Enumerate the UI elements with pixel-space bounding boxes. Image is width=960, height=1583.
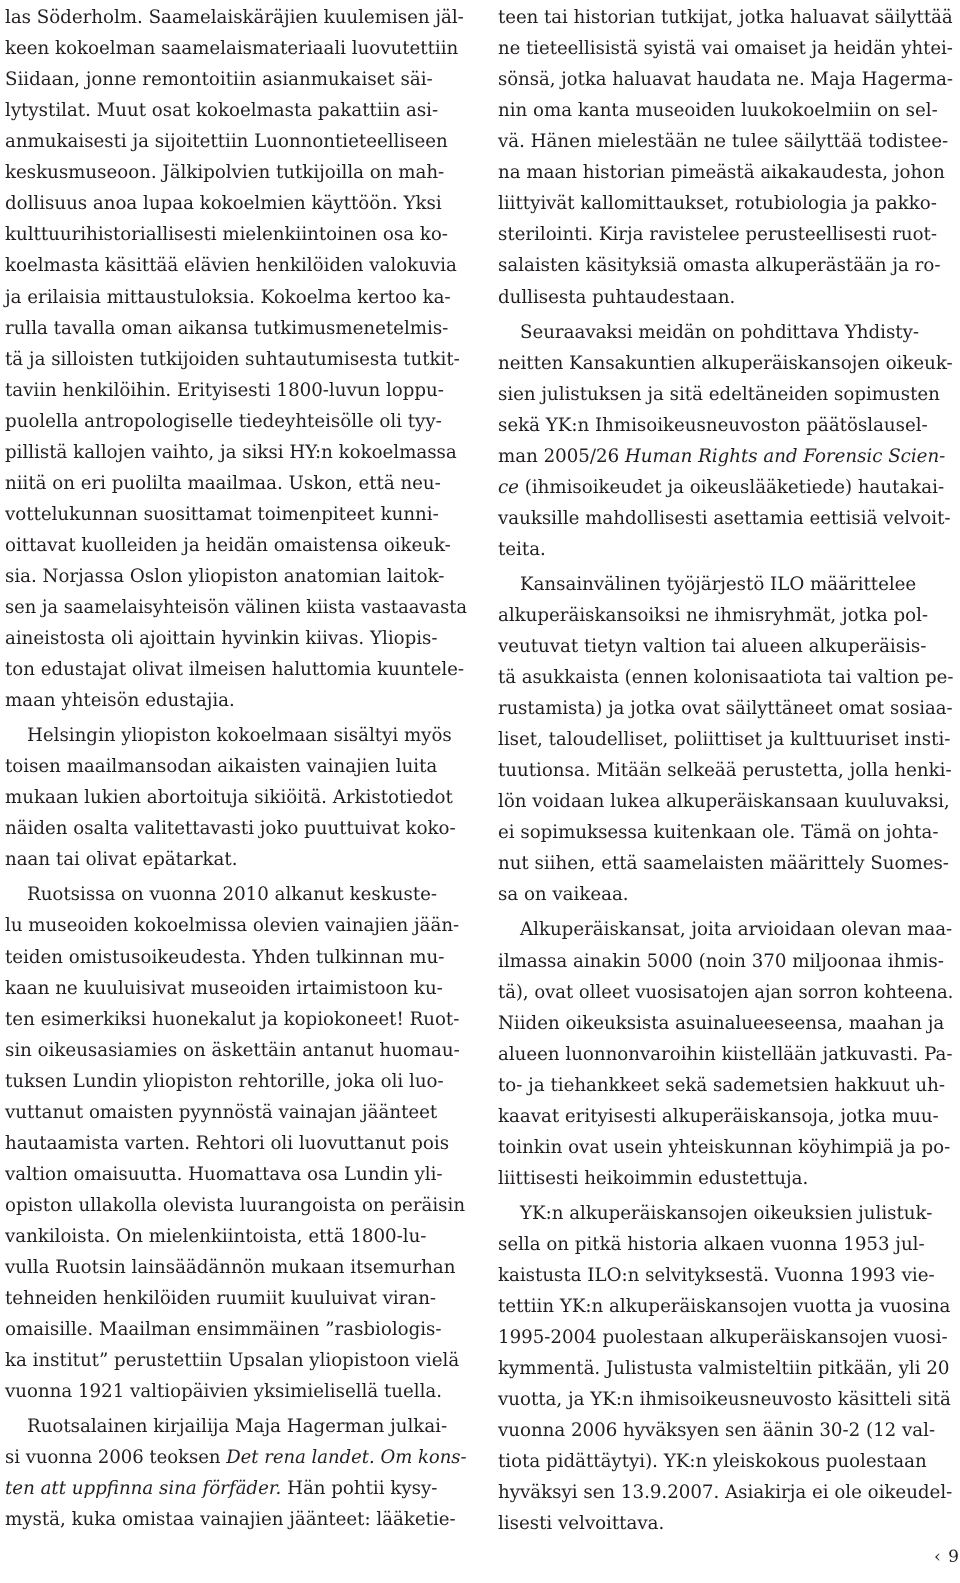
text-line bbox=[498, 1353, 949, 1385]
line-text: tehneiden henkilöiden ruumiit kuuluivat viran- bbox=[5, 1288, 437, 1309]
text-line bbox=[5, 126, 448, 158]
text-line bbox=[498, 1508, 664, 1540]
text-line bbox=[5, 623, 438, 655]
line-text: ka institut” perustettiin Upsalan yliopistoon vielä bbox=[5, 1350, 460, 1372]
line-text: toinkin ovat usein yhteiskunnan köyhimpiä ja po- bbox=[498, 1136, 951, 1158]
line-text: na maan historian pimeästä aikakaudesta, johon bbox=[498, 162, 945, 184]
text-line bbox=[498, 1163, 808, 1195]
line-text: niitä on eri puolilta maailmaa. Uskon, että neu- bbox=[5, 472, 441, 494]
text-line bbox=[5, 64, 433, 96]
line-text: nin oma kanta museoiden luukokoelmiin on sel- bbox=[498, 100, 938, 122]
line-text: sterilointi. Kirja ravistelee perusteellisesti ruot- bbox=[498, 224, 938, 246]
text-line bbox=[5, 95, 438, 127]
text-line bbox=[5, 813, 456, 845]
text-line bbox=[5, 1376, 442, 1408]
text-line bbox=[498, 250, 940, 282]
line-text: keen kokoelman saamelaismateriaali luovutettiin bbox=[5, 38, 459, 59]
line-text: liittisesti heikoimmin edustettuja. bbox=[498, 1167, 809, 1189]
text-line bbox=[498, 379, 940, 411]
line-italic-text: ten att uppfinna sina förfäder. bbox=[5, 1478, 282, 1500]
text-line bbox=[498, 1477, 952, 1509]
line-text: teita. bbox=[498, 538, 546, 560]
line-text: sella on pitkä historia alkaen vuonna 1953 jul- bbox=[498, 1233, 925, 1255]
text-line bbox=[5, 782, 453, 814]
text-line bbox=[5, 720, 452, 752]
line-text: rulla tavalla oman aikansa tutkimusmenetelmis- bbox=[5, 317, 449, 339]
text-line bbox=[498, 724, 950, 756]
text-line bbox=[498, 1322, 948, 1354]
line-text: Siidaan, jonne remontoitiin asianmukaiset säi- bbox=[5, 69, 433, 91]
text-line bbox=[498, 1132, 950, 1164]
line-text: liset, taloudelliset, poliittiset ja kulttuuriset insti- bbox=[498, 729, 951, 751]
text-line bbox=[498, 1039, 953, 1071]
text-line bbox=[5, 33, 458, 65]
line-text: Helsingin yliopiston kokoelmaan sisältyi myös bbox=[27, 725, 452, 747]
text-line bbox=[498, 1291, 950, 1323]
line-text: to- ja tiehankkeet sekä sademetsien hakkuut uh- bbox=[498, 1074, 946, 1096]
text-line bbox=[5, 1004, 459, 1036]
line-text: aineistosta oli ajoittain hyvinkin kiivas. Yliopis- bbox=[5, 628, 438, 649]
line-text: veutuvat tietyn valtion tai alueen alkuperäisis- bbox=[498, 636, 927, 657]
text-line bbox=[5, 1283, 436, 1315]
text-line bbox=[5, 313, 448, 345]
line-italic-text: Human Rights and Forensic Scien- bbox=[624, 445, 946, 467]
line-text: dollisuus anoa lupaa kokoelmien käyttöön. Yksi bbox=[5, 193, 442, 215]
text-line bbox=[498, 219, 937, 251]
text-line bbox=[498, 786, 950, 818]
text-line bbox=[498, 410, 928, 442]
text-line bbox=[498, 282, 735, 314]
line-text: sia. Norjassa Oslon yliopiston anatomian laitok- bbox=[5, 565, 445, 587]
text-line bbox=[498, 1229, 925, 1261]
line-text: vuotta, ja YK:n ihmisoikeusneuvosto käsitteli sitä bbox=[498, 1389, 951, 1411]
line-text: oittavat kuolleiden ja heidän omaistensa oikeuk- bbox=[5, 534, 451, 556]
line-text: näiden osalta valitettavasti joko puuttuivat koko- bbox=[5, 818, 456, 840]
text-line bbox=[5, 1345, 459, 1377]
text-line bbox=[498, 503, 951, 535]
text-line bbox=[5, 499, 439, 531]
line-text: sönsä, jotka haluavat haudata ne. Maja Hagerma- bbox=[498, 69, 953, 91]
line-text: lytystilat. Muut osat kokoelmasta pakattiin asi- bbox=[5, 100, 439, 122]
text-line bbox=[498, 600, 928, 632]
text-line bbox=[498, 1198, 932, 1230]
text-line bbox=[498, 1415, 935, 1447]
line-text: Hän pohtii kysy- bbox=[281, 1478, 438, 1500]
text-line bbox=[498, 1101, 939, 1133]
text-line bbox=[5, 250, 457, 282]
line-text: alueen luonnonvaroihin kiistellään jatkuvasti. Pa- bbox=[498, 1043, 953, 1065]
line-text: toisen maailmansodan aikaisten vainajien luita bbox=[5, 756, 438, 778]
line-text: rustamista) ja jotka ovat säilyttäneet omat sosiaa- bbox=[498, 698, 953, 720]
line-text: Kansainvälinen työjärjestö ILO määrittelee bbox=[520, 573, 917, 595]
text-line bbox=[498, 95, 938, 127]
line-text: kymmentä. Julistusta valmisteltiin pitkään, yli 20 bbox=[498, 1358, 950, 1380]
text-line bbox=[5, 1221, 426, 1253]
text-line bbox=[5, 157, 444, 189]
text-line bbox=[5, 561, 444, 593]
line-text: tuutionsa. Mitään selkeää perustetta, jolla henki- bbox=[498, 760, 952, 782]
text-line bbox=[498, 946, 944, 978]
line-text: tä asukkaista (ennen kolonisaatiota tai valtion pe- bbox=[498, 667, 954, 688]
text-line bbox=[498, 631, 926, 663]
text-line bbox=[5, 530, 451, 562]
line-text: las Söderholm. Saamelaiskäräjien kuulemisen jäl- bbox=[5, 7, 464, 28]
text-line bbox=[5, 219, 448, 251]
line-text: vankiloista. On mielenkiintoista, että 1800-lu- bbox=[5, 1225, 427, 1247]
line-text: mystä, kuka omistaa vainajien jäänteet: lääketie- bbox=[5, 1509, 456, 1531]
line-text: alkuperäiskansoiksi ne ihmisryhmät, jotka pol- bbox=[498, 605, 929, 626]
text-line bbox=[498, 848, 949, 880]
line-text: puolella antropologiselle tiedeyhteisölle oli tyy- bbox=[5, 410, 442, 432]
text-line bbox=[5, 879, 437, 911]
line-text: hyväksyi sen 13.9.2007. Asiakirja ei ole oikeudel- bbox=[498, 1482, 953, 1504]
text-line bbox=[498, 1446, 927, 1478]
line-text: vä. Hänen mielestään ne tulee säilyttää todistee- bbox=[498, 131, 949, 153]
line-text: ilmassa ainakin 5000 (noin 370 miljoonaa ihmis- bbox=[498, 950, 944, 972]
text-line bbox=[5, 1442, 472, 1474]
line-text: mukaan lukien abortoituja sikiöitä. Arkistotiedot bbox=[5, 787, 453, 809]
text-line bbox=[498, 64, 957, 96]
text-line bbox=[5, 1504, 456, 1536]
text-line bbox=[498, 662, 957, 694]
text-line bbox=[498, 534, 546, 566]
text-line bbox=[5, 844, 238, 876]
line-italic-text: ce bbox=[498, 476, 519, 498]
text-line bbox=[498, 817, 938, 849]
line-text: naan tai olivat epätarkat. bbox=[5, 849, 238, 871]
text-line bbox=[498, 317, 919, 349]
line-text: taviin henkilöihin. Erityisesti 1800-luvun loppu- bbox=[5, 379, 444, 401]
line-text: omaisille. Maailman ensimmäinen ”rasbiologis- bbox=[5, 1319, 442, 1341]
text-line bbox=[498, 2, 956, 34]
text-line bbox=[5, 1097, 437, 1129]
line-text: teen tai historian tutkijat, jotka haluavat säilyttää bbox=[498, 7, 953, 28]
text-line bbox=[5, 437, 457, 469]
text-line bbox=[5, 1473, 437, 1505]
line-text: Alkuperäiskansat, joita arvioidaan olevan maa- bbox=[520, 919, 953, 941]
line-text: valtion omaisuutta. Huomattava osa Lundin yli- bbox=[5, 1163, 443, 1185]
line-text: opiston ullakolla olevista luurangoista on peräisin bbox=[5, 1194, 466, 1216]
line-text: vuonna 2006 hyväksyen sen äänin 30-2 (12 val- bbox=[498, 1420, 936, 1442]
text-line bbox=[5, 468, 441, 500]
line-text: si vuonna 2006 teoksen bbox=[5, 1447, 227, 1469]
text-line bbox=[498, 914, 952, 946]
line-text: man 2005/26 bbox=[498, 445, 625, 467]
text-line bbox=[498, 126, 948, 158]
line-text: ja erilaisia mittaustuloksia. Kokoelma kertoo ka- bbox=[5, 286, 451, 308]
line-text: YK:n alkuperäiskansojen oikeuksien julistuk- bbox=[520, 1202, 933, 1224]
line-text: nut siihen, että saamelaisten määrittely Suomes- bbox=[498, 853, 949, 875]
text-line bbox=[5, 1035, 460, 1067]
line-text: neitten Kansakuntien alkuperäiskansojen oikeuk- bbox=[498, 352, 953, 374]
line-text: kaistusta ILO:n selvityksestä. Vuonna 1993 vie- bbox=[498, 1265, 935, 1286]
text-line bbox=[498, 693, 958, 725]
page-number: ‹ 9 bbox=[933, 1547, 960, 1567]
text-line bbox=[498, 157, 945, 189]
line-text: tä), ovat olleet vuosisatojen ajan sorron kohteena. bbox=[498, 981, 954, 1003]
line-text: kulttuurihistoriallisesti mielenkiintoinen osa ko- bbox=[5, 224, 448, 246]
line-text: ei sopimuksessa kuitenkaan ole. Tämä on johta- bbox=[498, 822, 939, 844]
text-line bbox=[498, 348, 953, 380]
line-text: liittyivät kallomittaukset, rotubiologia ja pakko- bbox=[498, 193, 937, 215]
text-line bbox=[5, 592, 476, 624]
text-line bbox=[498, 569, 916, 601]
text-line bbox=[5, 1066, 444, 1098]
text-line bbox=[5, 1159, 443, 1191]
line-text: pillistä kallojen vaihto, ja siksi HY:n kokoelmassa bbox=[5, 441, 457, 463]
line-text: lu museoiden kokoelmissa olevien vainajien jään- bbox=[5, 915, 460, 937]
line-text: tettiin YK:n alkuperäiskansojen vuotta ja vuosina bbox=[498, 1296, 951, 1317]
line-text: vulla Ruotsin lainsäädännön mukaan itsemurhan bbox=[5, 1257, 456, 1278]
line-text: hautaamista varten. Rehtori oli luovuttanut pois bbox=[5, 1132, 450, 1154]
line-text: 1995-2004 puolestaan alkuperäiskansojen vuosi- bbox=[498, 1327, 948, 1349]
text-line bbox=[498, 188, 937, 220]
text-line bbox=[5, 1411, 447, 1443]
line-text: sekä YK:n Ihmisoikeusneuvoston päätöslausel- bbox=[498, 414, 928, 436]
text-line bbox=[5, 1314, 442, 1346]
text-line bbox=[498, 441, 945, 473]
text-line bbox=[5, 2, 464, 34]
text-line bbox=[5, 910, 459, 942]
line-text: lisesti velvoittava. bbox=[498, 1513, 665, 1535]
line-text: vuttanut omaisten pyynnöstä vainajan jäänteet bbox=[5, 1101, 438, 1123]
text-line bbox=[498, 472, 944, 504]
text-line bbox=[498, 1008, 944, 1040]
line-text: koelmasta käsittää elävien henkilöiden valokuvia bbox=[5, 255, 457, 277]
line-text: ne tieteellisistä syistä vai omaiset ja heidän yhtei- bbox=[498, 38, 953, 59]
line-text: ton edustajat olivat ilmeisen haluttomia kuuntele- bbox=[5, 659, 465, 680]
text-line bbox=[5, 1252, 455, 1284]
line-text: dullisesta puhtaudestaan. bbox=[498, 286, 736, 308]
text-line bbox=[5, 751, 437, 783]
line-text: kaavat erityisesti alkuperäiskansoja, jotka muu- bbox=[498, 1105, 939, 1127]
line-text: kaan ne kuuluisivat museoiden irtaimistoon ku- bbox=[5, 977, 443, 999]
line-text: Niiden oikeuksista asuinalueeseensa, maahan ja bbox=[498, 1012, 945, 1034]
text-line bbox=[498, 755, 952, 787]
text-line bbox=[498, 1260, 935, 1292]
line-text: lön voidaan lukea alkuperäiskansaan kuuluvaksi, bbox=[498, 791, 950, 813]
line-text: tuksen Lundin yliopiston rehtorille, joka oli luo- bbox=[5, 1070, 444, 1092]
text-line bbox=[5, 1128, 449, 1160]
line-text: sen ja saamelaisyhteisön välinen kiista vastaavasta bbox=[5, 597, 468, 618]
line-text: sin oikeusasiamies on äskettäin antanut huomau- bbox=[5, 1039, 460, 1061]
text-line bbox=[498, 1384, 951, 1416]
text-line bbox=[5, 942, 444, 974]
text-line bbox=[5, 654, 464, 686]
text-line bbox=[498, 977, 959, 1009]
line-text: salaisten käsityksiä omasta alkuperästään ja ro- bbox=[498, 255, 941, 277]
line-text: Seuraavaksi meidän on pohdittava Yhdisty- bbox=[520, 321, 920, 343]
line-italic-text: Det rena landet. Om kons- bbox=[226, 1447, 467, 1469]
text-line bbox=[5, 344, 460, 376]
text-line bbox=[5, 973, 443, 1005]
text-line bbox=[5, 685, 235, 717]
line-text: vottelukunnan suosittamat toimenpiteet kunni- bbox=[5, 503, 439, 525]
line-text: tä ja silloisten tutkijoiden suhtautumisesta tutkit- bbox=[5, 348, 460, 370]
text-line bbox=[5, 188, 442, 220]
line-text: sien julistuksen ja sitä edeltäneiden sopimusten bbox=[498, 383, 940, 405]
line-text: anmukaisesti ja sijoitettiin Luonnontieteelliseen bbox=[5, 131, 448, 153]
text-line bbox=[5, 1190, 465, 1222]
line-text: (ihmisoikeudet ja oikeuslääketiede) hautakai- bbox=[518, 476, 945, 498]
text-line bbox=[498, 1070, 945, 1102]
line-text: Ruotsissa on vuonna 2010 alkanut keskuste- bbox=[27, 884, 438, 906]
line-text: tiota pidättäytyi). YK:n yleiskokous puolestaan bbox=[498, 1451, 927, 1473]
line-text: ten esimerkiksi huonekalut ja kopiokoneet! Ruot- bbox=[5, 1008, 460, 1030]
line-text: keskusmuseoon. Jälkipolvien tutkijoilla on mah- bbox=[5, 162, 445, 184]
text-line bbox=[498, 879, 629, 911]
line-text: maan yhteisön edustajia. bbox=[5, 690, 235, 712]
text-line bbox=[5, 282, 451, 314]
line-text: Ruotsalainen kirjailija Maja Hagerman julkai- bbox=[27, 1416, 448, 1438]
line-text: teiden omistusoikeudesta. Yhden tulkinnan mu- bbox=[5, 946, 445, 968]
line-text: vuonna 1921 valtiopäivien yksimielisellä tuella. bbox=[5, 1381, 443, 1403]
text-line bbox=[498, 33, 957, 65]
text-line bbox=[5, 406, 442, 438]
line-text: sa on vaikeaa. bbox=[498, 884, 629, 906]
text-line bbox=[5, 375, 444, 407]
line-text: vauksille mahdollisesti asettamia eettisiä velvoit- bbox=[498, 507, 951, 529]
